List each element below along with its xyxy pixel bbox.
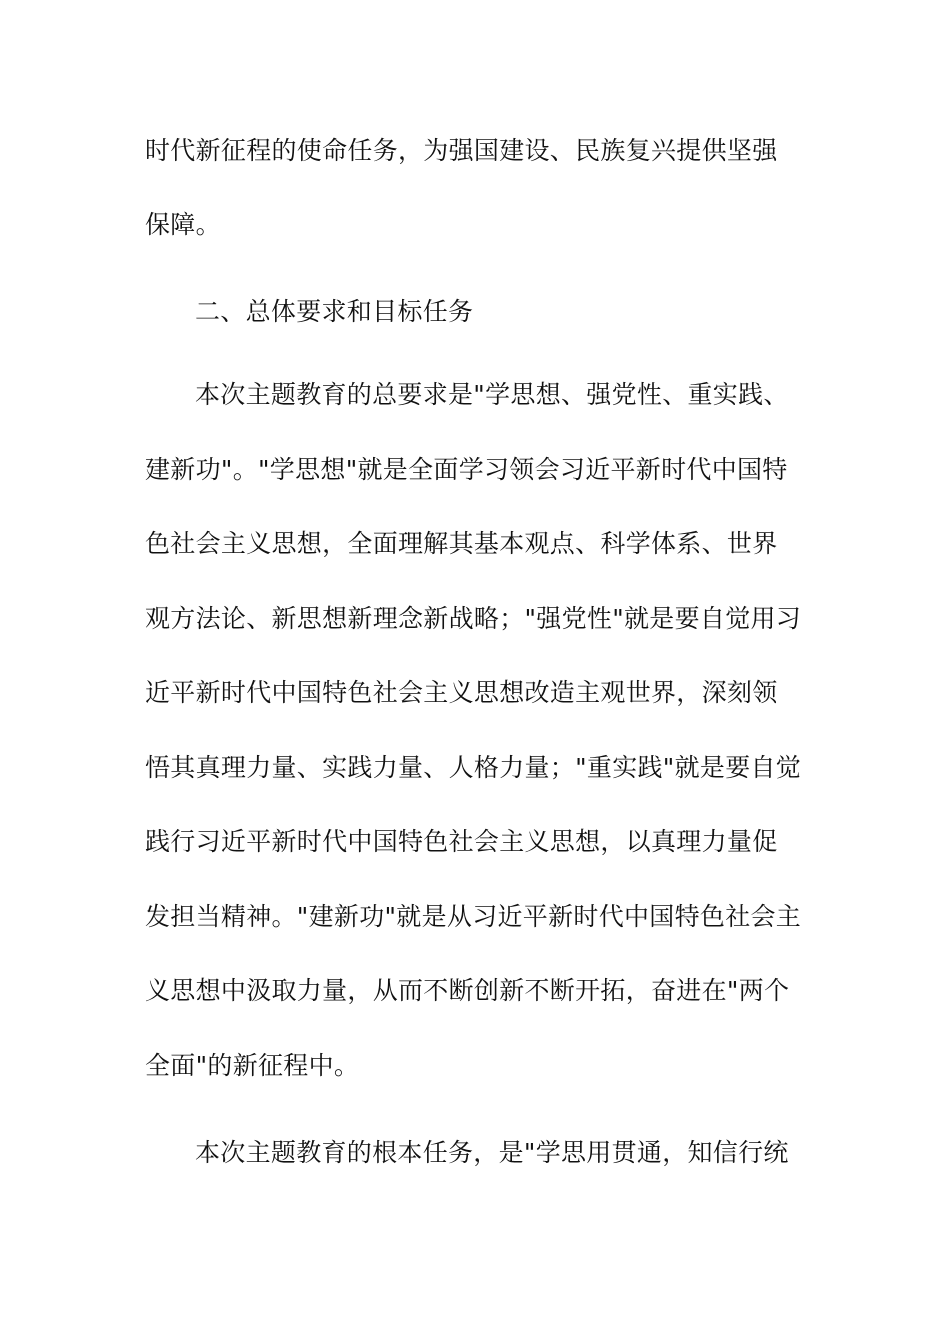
paragraph-line-4: 建新功"。"学思想"就是全面学习领会习近平新时代中国特 (145, 455, 788, 484)
paragraph-line-1: 时代新征程的使命任务，为强国建设、民族复兴提供坚强 (145, 136, 778, 165)
paragraph-line-3: 本次主题教育的总要求是"学思想、强党性、重实践、 (195, 380, 789, 409)
section-heading: 二、总体要求和目标任务 (195, 297, 474, 326)
paragraph-line-9: 践行习近平新时代中国特色社会主义思想，以真理力量促 (145, 827, 778, 856)
paragraph-line-12: 全面"的新征程中。 (145, 1051, 360, 1080)
paragraph-line-8: 悟其真理力量、实践力量、人格力量；"重实践"就是要自觉 (145, 753, 802, 782)
paragraph-line-11: 义思想中汲取力量，从而不断创新不断开拓，奋进在"两个 (145, 976, 790, 1005)
paragraph-line-13: 本次主题教育的根本任务，是"学思用贯通，知信行统 (195, 1138, 789, 1167)
paragraph-line-2: 保障。 (145, 210, 221, 239)
paragraph-line-7: 近平新时代中国特色社会主义思想改造主观世界，深刻领 (145, 678, 778, 707)
paragraph-line-10: 发担当精神。"建新功"就是从习近平新时代中国特色社会主 (145, 902, 802, 931)
paragraph-line-5: 色社会主义思想，全面理解其基本观点、科学体系、世界 (145, 529, 778, 558)
paragraph-line-6: 观方法论、新思想新理念新战略；"强党性"就是要自觉用习 (145, 604, 802, 633)
